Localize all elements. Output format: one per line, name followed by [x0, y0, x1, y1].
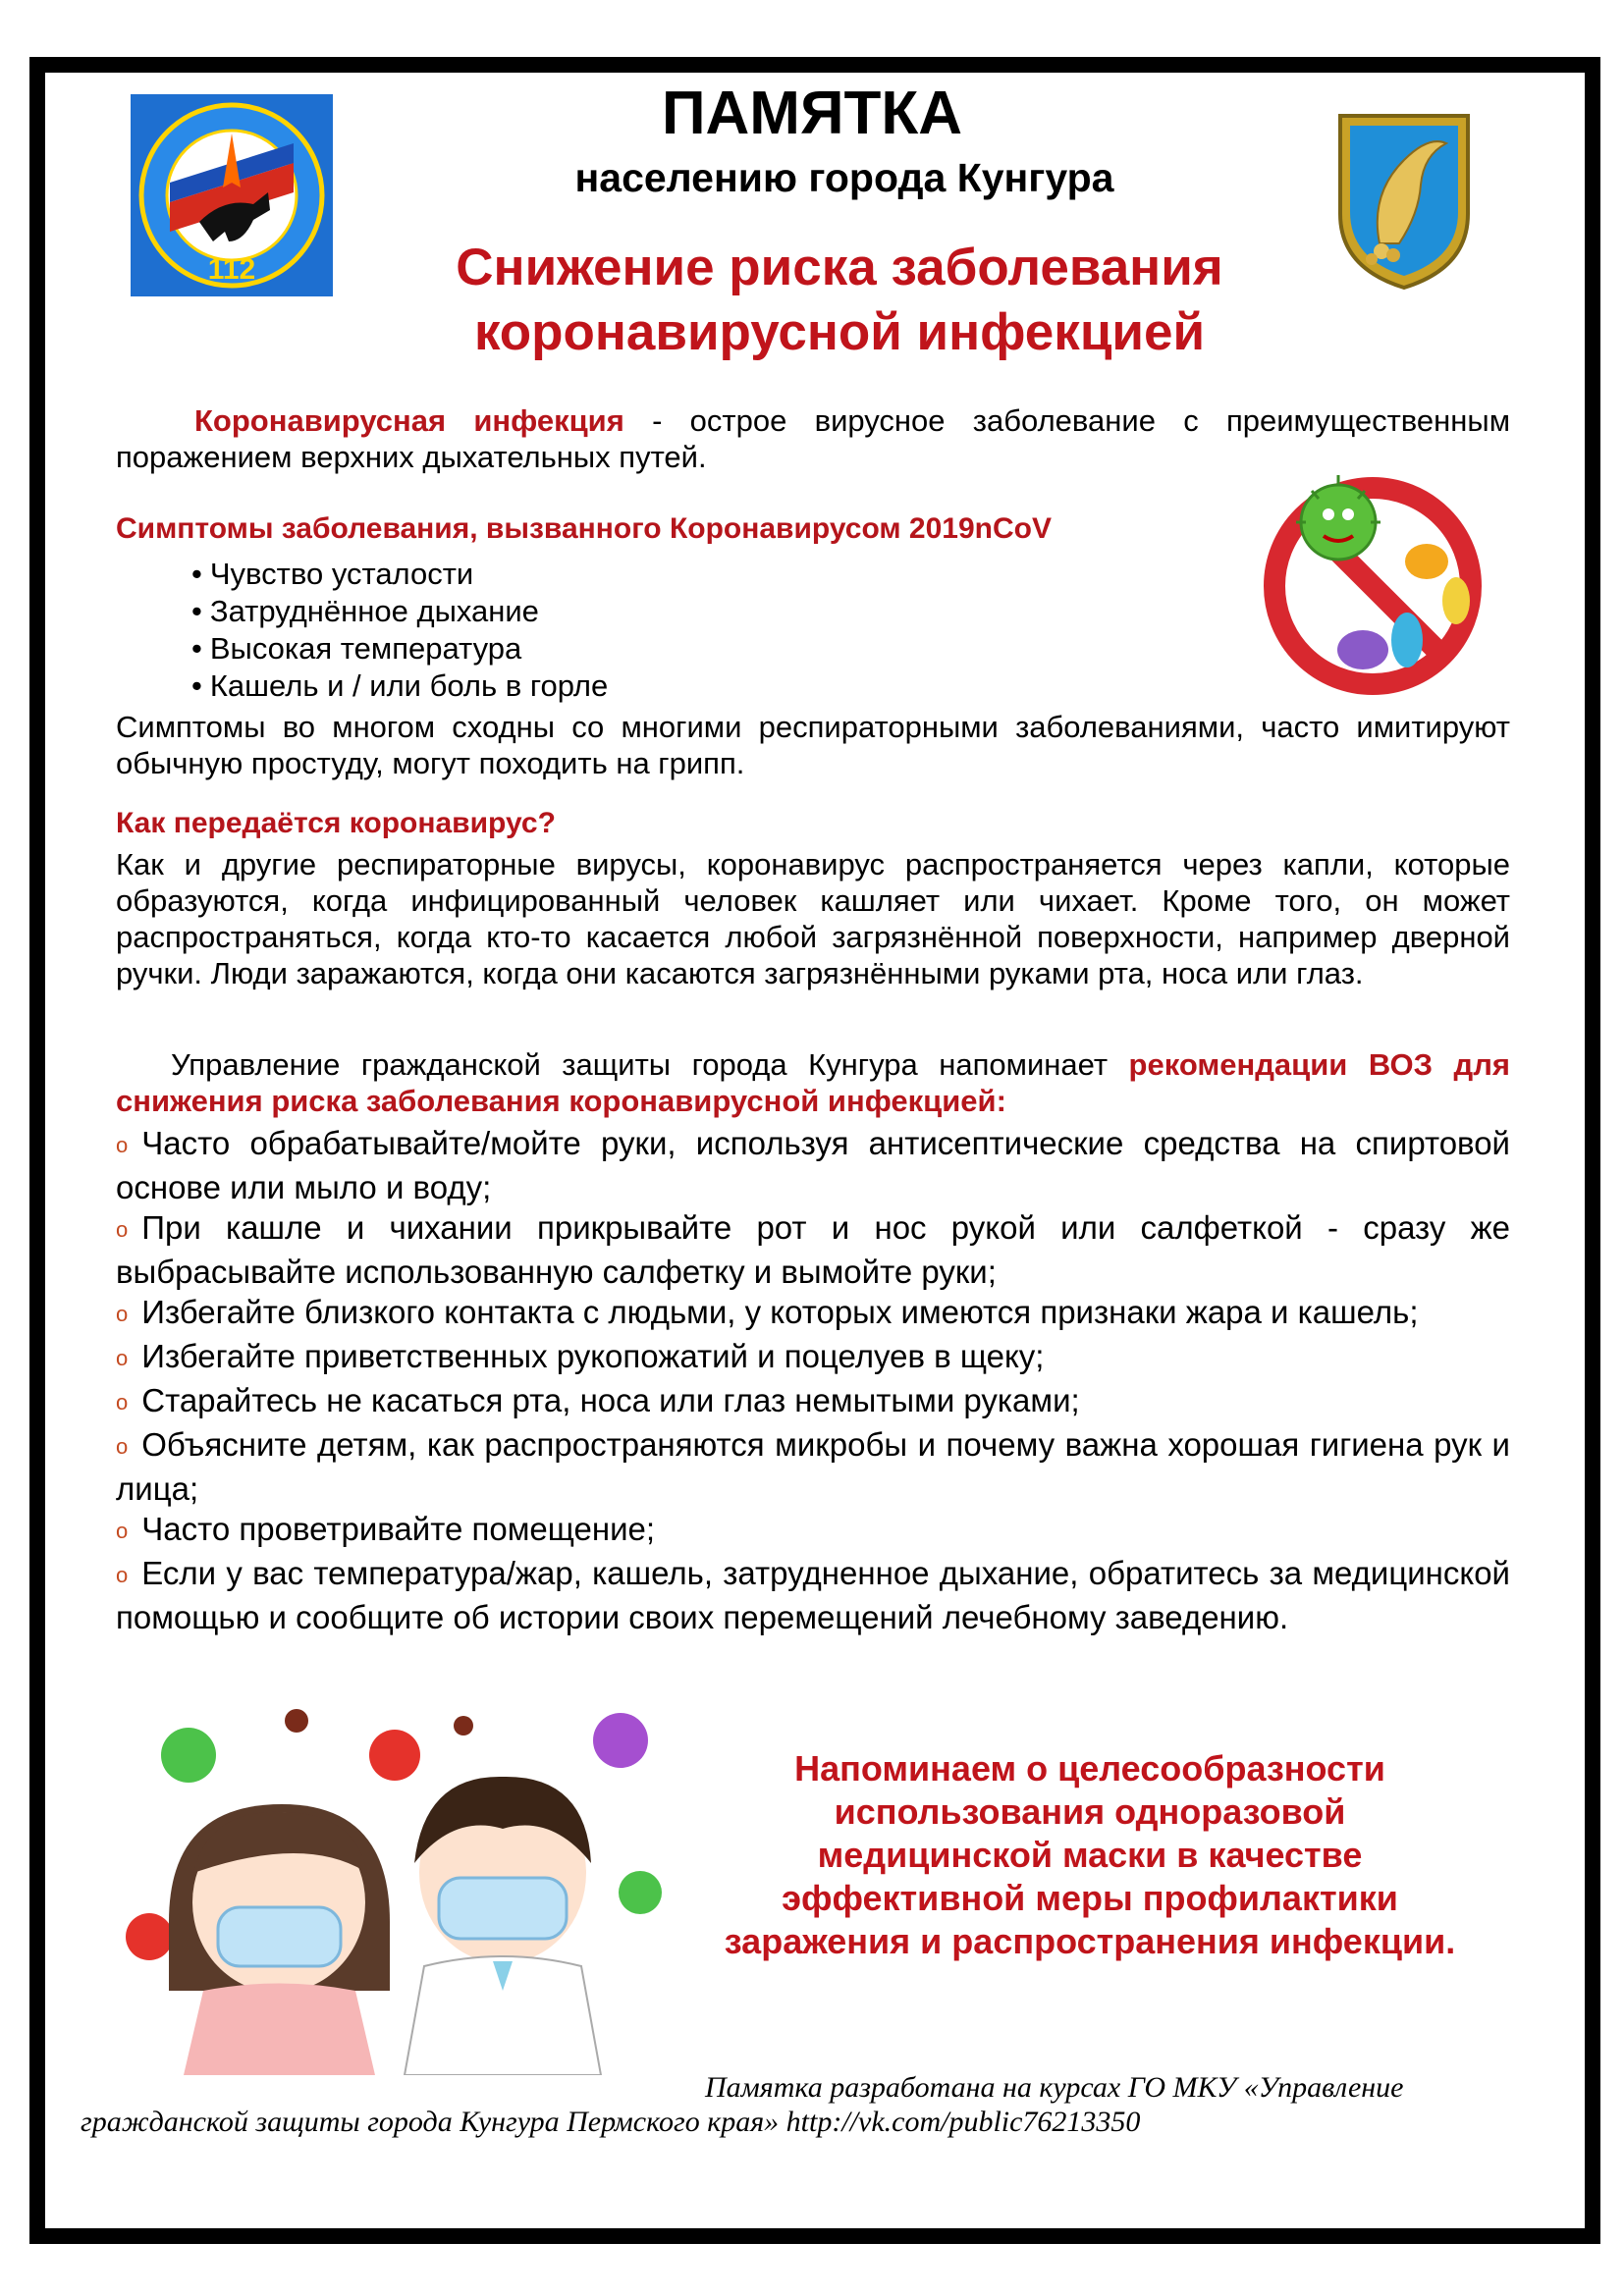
transmission-text: Как и другие респираторные вирусы, коронавирус распространяется через капли, которые образуются, когда инфицированный человек кашляет или чихает. Кроме того, он может распространяться, когда кто-то касается любой загрязнённой поверхности, например дверной ручки. Люди заражаются, когда они касаются загрязнёнными руками рта, носа или глаз. [116, 847, 1510, 990]
list-item: • Затруднённое дыхание [191, 593, 608, 630]
list-item: o Старайтесь не касаться рта, носа или глаз немытыми руками; [116, 1382, 1080, 1418]
transmission-heading: Как передаётся коронавирус? [116, 807, 556, 839]
page-title: ПАМЯТКА [661, 80, 963, 147]
page-subtitle: населению города Кунгура [574, 155, 1114, 200]
mask-reminder: Напоминаем о целесообразности использования одноразовой медицинской маски в качестве эффективной меры профилактики заражения и распространения инфекции. [724, 1748, 1456, 1961]
list-item: o Часто проветривайте помещение; [116, 1511, 656, 1547]
headline-line-1: Снижение риска заболевания [456, 239, 1223, 296]
virus-prohibited-illustration [1245, 454, 1508, 701]
children-in-masks-illustration [110, 1696, 687, 2075]
symptoms-heading: Симптомы заболевания, вызванного Коронавирусом 2019nCoV [116, 512, 1052, 545]
symptoms-list [191, 556, 608, 705]
intro-term: Коронавирусная инфекция [194, 403, 624, 438]
logo-112-text: 112 [207, 253, 256, 286]
list-item: • Высокая температура [191, 630, 608, 667]
list-item: o Избегайте приветственных рукопожатий и поцелуев в щеку; [116, 1338, 1045, 1374]
footer-line-1: Памятка разработана на курсах ГО МКУ «Управление [705, 2071, 1404, 2104]
list-item: o При кашле и чихании прикрывайте рот и нос рукой или салфеткой - сразу же выбрасывайте использованную салфетку и вымойте руки; [116, 1209, 1510, 1290]
recommendations-who: рекомендации ВОЗ для снижения риска заболевания коронавирусной инфекцией [116, 1047, 1510, 1118]
list-item: o Если у вас температура/жар, кашель, затрудненное дыхание, обратитесь за медицинской помощью и сообщите об истории своих перемещений лечебному заведению. [116, 1555, 1510, 1635]
footer-line-2: гражданской защиты города Кунгура Пермского края» http://vk.com/public76213350 [81, 2106, 1141, 2138]
list-item: o Часто обрабатывайте/мойте руки, используя антисептические средства на спиртовой основе или мыло и воду; [116, 1125, 1510, 1205]
list-item: • Чувство усталости [191, 556, 608, 593]
list-item: o Объясните детям, как распространяются микробы и почему важна хорошая гигиена рук и лица; [116, 1426, 1510, 1507]
recommendations-list [116, 1123, 1510, 1637]
list-item: o Избегайте близкого контакта с людьми, у которых имеются признаки жара и кашель; [116, 1294, 1419, 1330]
symptoms-note: Симптомы во многом сходны со многими респираторными заболеваниями, часто имитируют обычную простуду, могут походить на грипп. [116, 710, 1510, 780]
list-item: • Кашель и / или боль в горле [191, 667, 608, 705]
intro-definition: - острое вирусное заболевание с преимущественным поражением верхних дыхательных путей. [116, 403, 1511, 474]
headline [295, 236, 1384, 365]
recommendations-intro: Управление гражданской защиты города Кунгура напоминает рекомендации ВОЗ для снижения риска заболевания коронавирусной инфекцией: [116, 1047, 1510, 1118]
headline-line-2: коронавирусной инфекцией [473, 303, 1206, 361]
